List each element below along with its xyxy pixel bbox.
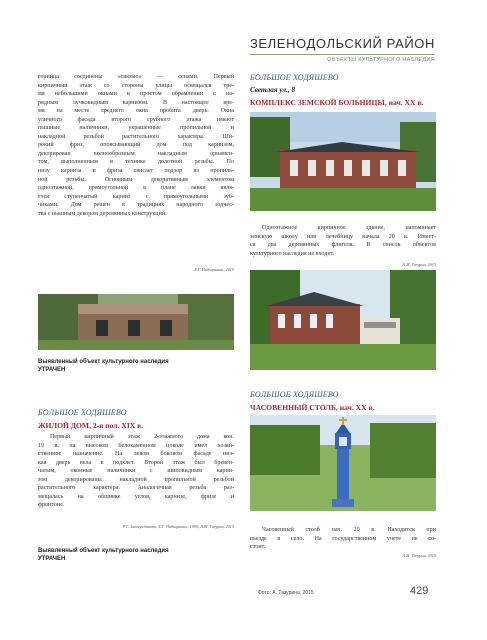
section-title: ЗЕЛЕНОДОЛЬСКИЙ РАЙОН xyxy=(249,36,435,51)
chapel-photo xyxy=(250,415,436,511)
text-line: рокий фриз, опоясывающий дом под карнизом, xyxy=(38,142,234,149)
left-top-text xyxy=(38,73,234,218)
header-rule xyxy=(250,54,435,55)
hospital-photo-2 xyxy=(250,270,436,370)
hospital-photo-2-image xyxy=(250,270,436,370)
text-line: мещалась на обшивке углов, карнизе, фризе и xyxy=(38,493,234,500)
right-top-credit: А.М. Тазурин, 2015 xyxy=(402,262,436,267)
status-value: УТРАЧЕН xyxy=(38,367,66,373)
status-line: Выявленный объект культурного наследия xyxy=(38,548,169,554)
text-line: ется ступенчатый карниз с прямоугольными зуб- xyxy=(38,193,234,200)
text-line: горница соединены «связью» — сенями. Первый xyxy=(38,74,234,80)
place-name: БОЛЬШОЕ ХОДЯШЕВО xyxy=(38,408,127,417)
text-line: чиками. Дом решен в традициях народного зодчес- xyxy=(38,202,234,209)
text-line: уличного фасада второго срубного этажа имеют xyxy=(38,116,234,123)
text-line: Часовенный столб нач. 20 в. Находится при xyxy=(262,527,436,533)
house-photo xyxy=(38,294,234,350)
text-line: фронтоне. xyxy=(38,502,65,509)
text-line: культурного наследия не входит. xyxy=(250,250,335,257)
text-line: Одноэтажное кирпичное здание, напоминает xyxy=(262,225,436,231)
left-middle-credit: Р.Г. Зайгерединова, Х.Г. Надыршина, 1999; А.М. Тазурин, 2015 xyxy=(122,524,234,529)
object-title: КОМПЛЕКС ЗЕМСКОЙ БОЛЬНИЦЫ, нач. XX в. xyxy=(250,98,424,107)
right-bottom-text xyxy=(250,526,436,552)
left-top-credit: Х.Г. Надыршина, 2019 xyxy=(194,267,234,272)
text-line: том, выполненным в технике долотной резьбы. По xyxy=(38,159,234,166)
footer-photo-credit: Фото: А. Тазурина, 2015 xyxy=(258,590,314,596)
text-line: стоит. xyxy=(250,544,266,551)
status-value: УТРАЧЕН xyxy=(38,556,66,562)
text-line: тва с пышным декором деревянных конструкций. xyxy=(38,210,167,217)
text-line: растительного характера. Аналогичная резьба раз- xyxy=(38,485,234,492)
text-line: ственное назначение. На левом боковом фасаде низ- xyxy=(38,451,234,458)
left-top-paragraph xyxy=(38,73,234,218)
text-line: 19 в. на высоком белокаменном цоколе имел хозяй- xyxy=(38,442,234,449)
text-line: въезде в село. На государственном учете не со- xyxy=(250,535,436,542)
chapel-photo-image xyxy=(250,415,436,511)
text-line: мя на месте среднего окна пробита дверь. Окна xyxy=(38,108,234,115)
right-bottom-paragraph xyxy=(250,526,436,552)
text-line: кая дверь вела в подклет. Второй этаж был бревен- xyxy=(38,459,234,466)
text-line: декорирован волнообразным накладным орнамен- xyxy=(38,150,234,157)
right-top-text xyxy=(250,224,436,258)
text-line: рядным лучковидным карнизом. В настоящее вре- xyxy=(38,99,234,106)
object-title: ЧАСОВЕННЫЙ СТОЛБ, нач. XX в. xyxy=(250,403,375,412)
text-line: накладной резьбой растительного характера. Ши- xyxy=(38,133,234,140)
right-top-paragraph xyxy=(250,224,436,258)
left-middle-text xyxy=(38,433,234,510)
house-photo-image xyxy=(38,294,234,350)
hospital-photo-image xyxy=(250,112,436,211)
place-name: БОЛЬШОЕ ХОДЯШЕВО xyxy=(250,390,339,399)
text-line: пышные наличники, украшенные пропильной и xyxy=(38,125,234,132)
text-line: ся два деревянных флигеля. В список объектов xyxy=(250,242,436,249)
address: Светлая ул., 8 xyxy=(250,86,296,94)
text-line: кирпичный этаж со стороны улицы освещался тре- xyxy=(38,82,234,89)
section-subtitle: ОБЪЕКТЫ КУЛЬТУРНОГО НАСЛЕДИЯ xyxy=(327,57,435,63)
object-title: ЖИЛОЙ ДОМ, 2-я пол. XIX в. xyxy=(38,421,144,430)
place-name: БОЛЬШОЕ ХОДЯШЕВО xyxy=(250,73,339,82)
status-line: Выявленный объект культурного наследия xyxy=(38,359,169,365)
text-line: мя небольшими окнами в простом обрамлении с на- xyxy=(38,91,234,98)
text-line: Первый кирпичный этаж 2-этажного дома кон. xyxy=(50,434,234,440)
text-line: ной резьбы. Основным декоративным элементом xyxy=(38,176,234,183)
status-label xyxy=(38,547,234,563)
page-number: 429 xyxy=(410,585,429,597)
left-middle-paragraph xyxy=(38,433,234,510)
text-line: низу карниза и фриза свисает подзор из пропиль- xyxy=(38,168,234,175)
text-line: одноэтажной, прямоугольной в плане лавки явля- xyxy=(38,185,234,192)
text-line: земскую школу или лечебницу начала 20 в. Имеет- xyxy=(250,233,436,240)
hospital-photo xyxy=(250,112,436,211)
right-bottom-credit: А.М. Тазурин, 2015 xyxy=(402,553,436,558)
text-line: зом декорированы накладной пропильной резьбой xyxy=(38,476,234,483)
text-line: чатым, оконные наличники с шиповидным карни- xyxy=(38,468,234,475)
status-label xyxy=(38,358,234,374)
